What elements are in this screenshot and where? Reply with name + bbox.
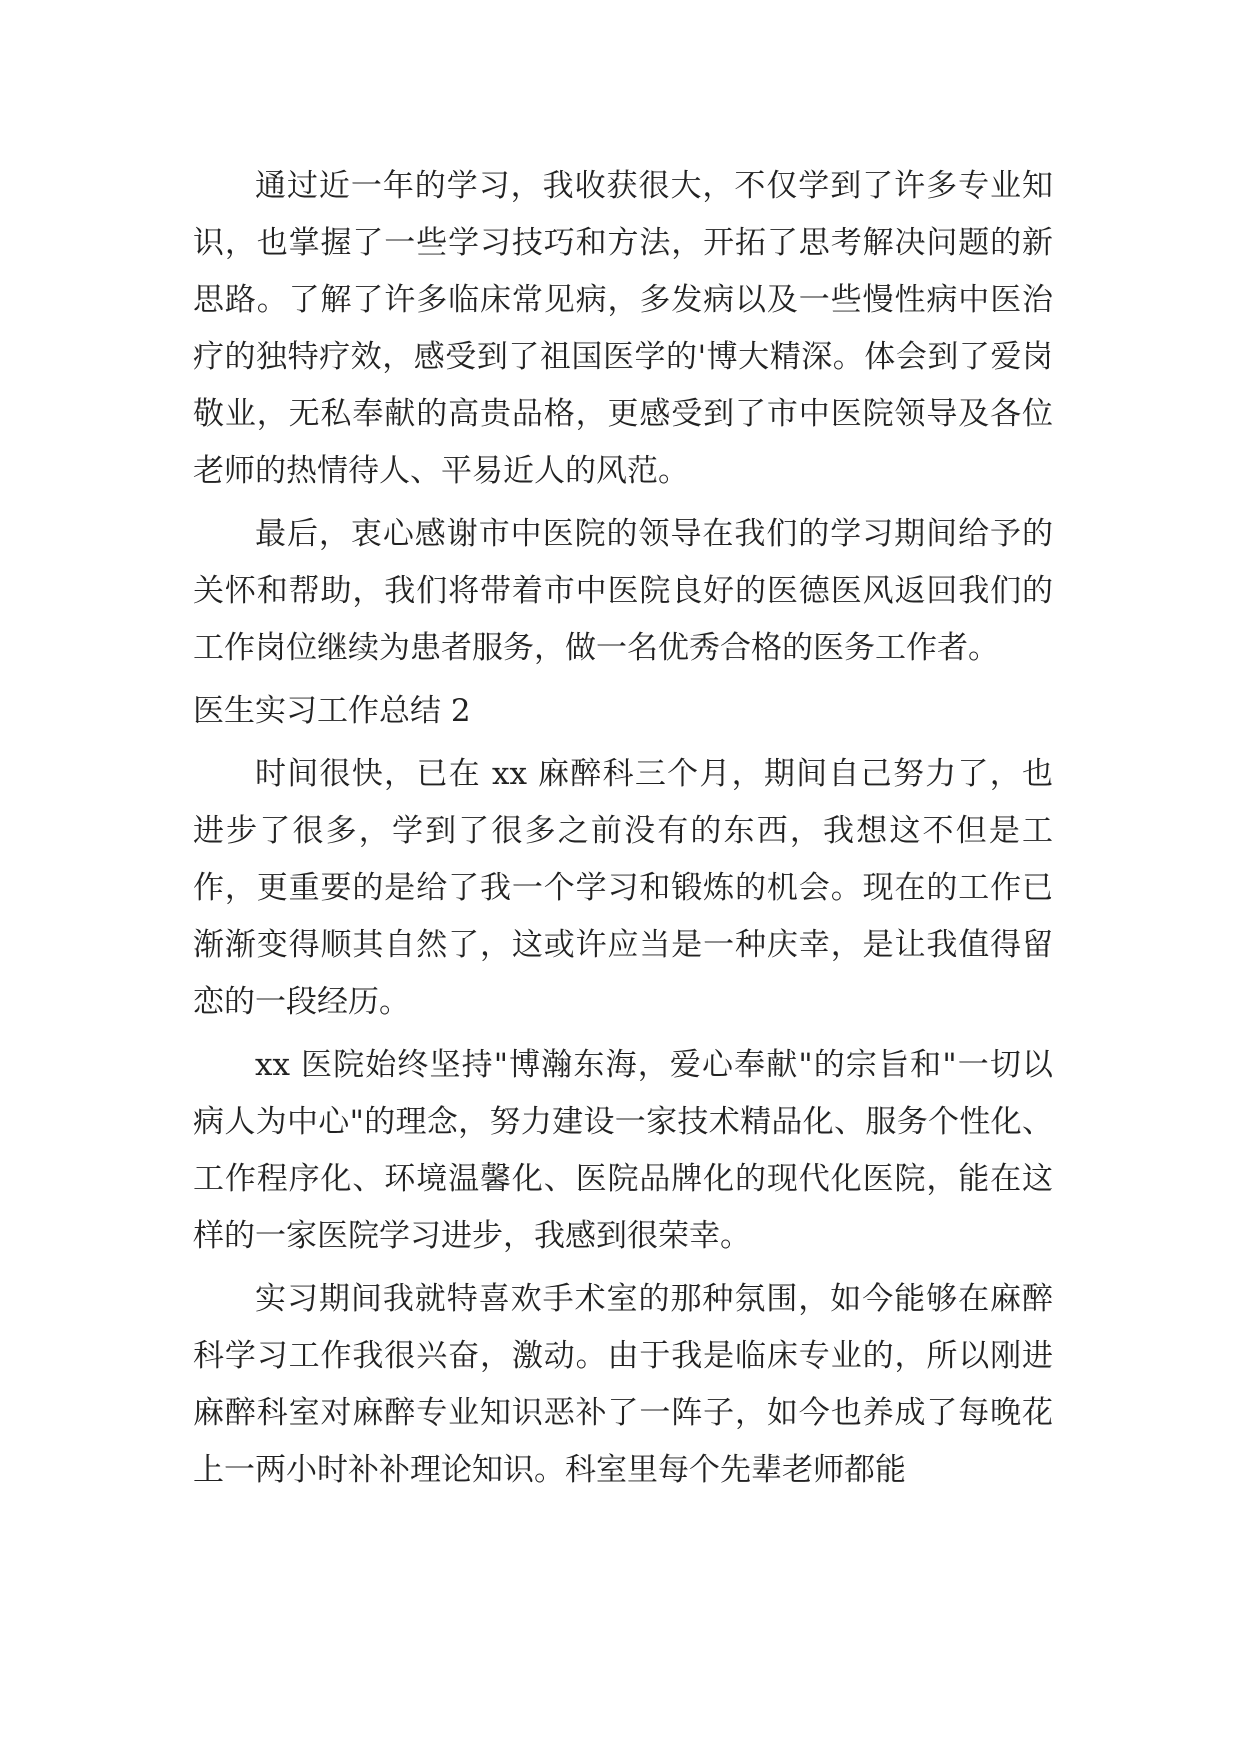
section-heading: 医生实习工作总结 2	[193, 693, 471, 729]
paragraph-hospital-mission: xx 医院始终坚持"博瀚东海，爱心奉献"的宗旨和"一切以病人为中心"的理念，努力建设一家技术精品化、服务个性化、工作程序化、环境温馨化、医院品牌化的现代化医院，能在这样的一家医院学习进步，我感到很荣幸。	[193, 1047, 1053, 1254]
document-page	[193, 158, 1053, 1505]
paragraph-study-gains: 通过近一年的学习，我收获很大，不仅学到了许多专业知识，也掌握了一些学习技巧和方法，开拓了思考解决问题的新思路。了解了许多临床常见病，多发病以及一些慢性病中医治疗的独特疗效，感受到了祖国医学的'博大精深。体会到了爱岗敬业，无私奉献的高贵品格，更感受到了市中医院领导及各位老师的热情待人、平易近人的风范。	[193, 168, 1053, 489]
paragraph-internship-experience: 实习期间我就特喜欢手术室的那种氛围，如今能够在麻醉科学习工作我很兴奋，激动。由于我是临床专业的，所以刚进麻醉科室对麻醉专业知识恶补了一阵子，如今也养成了每晚花上一两小时补补理论知识。科室里每个先辈老师都能	[193, 1281, 1053, 1488]
paragraph-anesthesia-months: 时间很快，已在 xx 麻醉科三个月，期间自己努力了，也进步了很多，学到了很多之前没有的东西，我想这不但是工作，更重要的是给了我一个学习和锻炼的机会。现在的工作已渐渐变得顺其自然了，这或许应当是一种庆幸，是让我值得留恋的一段经历。	[193, 756, 1053, 1020]
paragraph-thanks: 最后，衷心感谢市中医院的领导在我们的学习期间给予的关怀和帮助，我们将带着市中医院良好的医德医风返回我们的工作岗位继续为患者服务，做一名优秀合格的医务工作者。	[193, 516, 1053, 666]
